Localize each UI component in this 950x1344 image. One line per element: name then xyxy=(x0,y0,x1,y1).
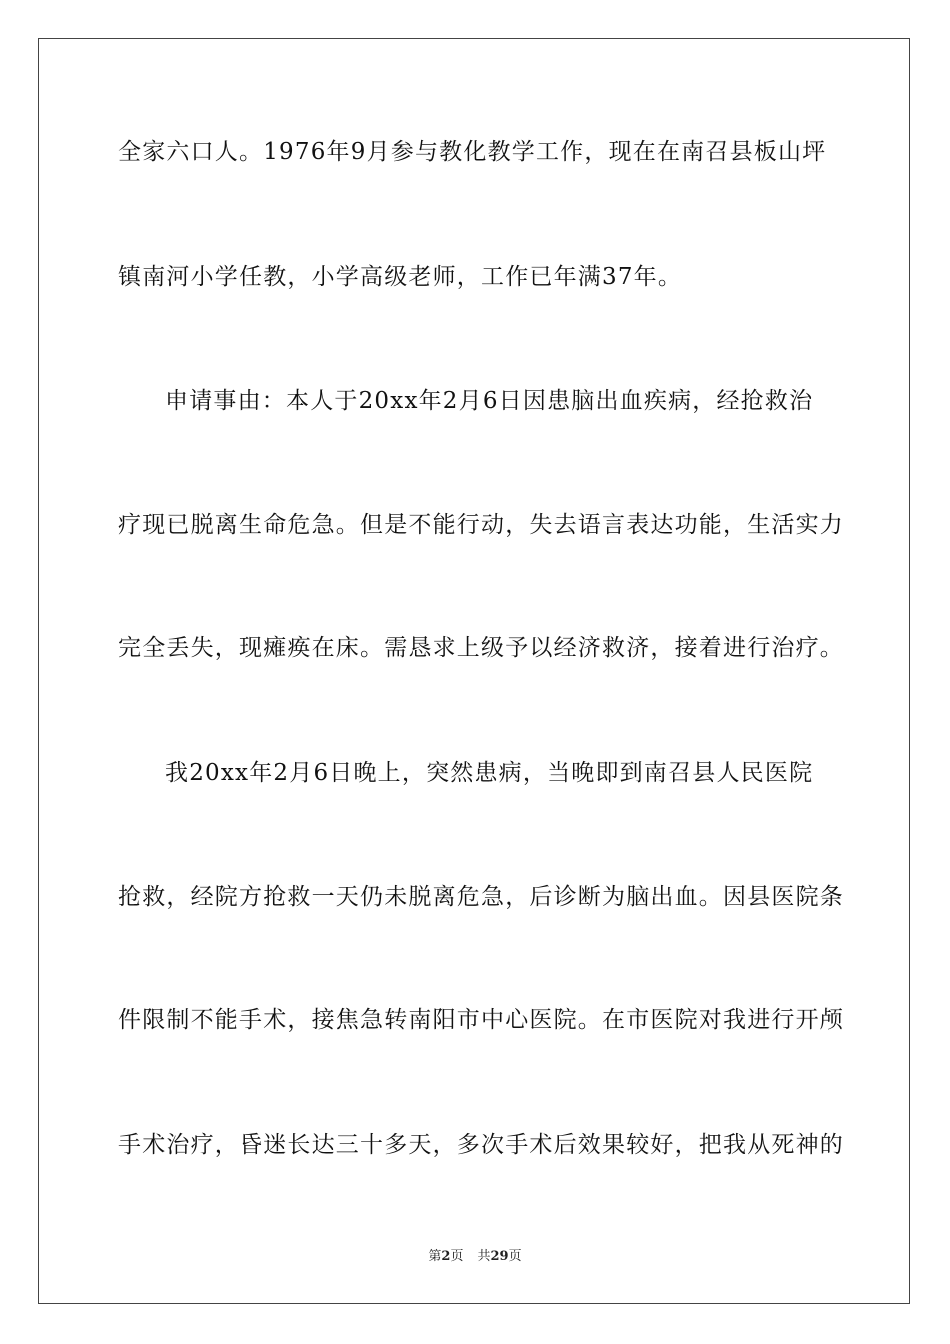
text-line-7: 抢救，经院方抢救一天仍未脱离危急，后诊断为脑出血。因县医院条 xyxy=(118,884,844,910)
page-unit: 页 xyxy=(450,1249,464,1264)
text-line-2: 镇南河小学任教，小学高级老师，工作已年满37年。 xyxy=(118,264,683,290)
total-prefix: 共 xyxy=(477,1249,491,1264)
text-line-8: 件限制不能手术，接焦急转南阳市中心医院。在市医院对我进行开颅 xyxy=(118,1007,844,1033)
text-line-5: 完全丢失，现瘫痪在床。需恳求上级予以经济救济，接着进行治疗。 xyxy=(118,635,844,661)
total-page-count: 29 xyxy=(490,1249,509,1264)
text-line-9: 手术治疗，昏迷长达三十多天，多次手术后效果较好，把我从死神的 xyxy=(118,1132,844,1158)
text-line-1: 全家六口人。1976年9月参与教化教学工作，现在在南召县板山坪 xyxy=(118,139,827,165)
text-line-6: 我20xx年2月6日晚上，突然患病，当晚即到南召县人民医院 xyxy=(165,760,814,786)
page-border xyxy=(38,38,910,1304)
page-prefix: 第 xyxy=(428,1249,442,1264)
page-footer xyxy=(0,1248,950,1266)
total-unit: 页 xyxy=(508,1249,522,1264)
text-line-3: 申请事由：本人于20xx年2月6日因患脑出血疾病，经抢救治 xyxy=(165,388,814,414)
text-line-4: 疗现已脱离生命危急。但是不能行动，失去语言表达功能，生活实力 xyxy=(118,512,844,538)
current-page-number: 2 xyxy=(441,1249,451,1264)
